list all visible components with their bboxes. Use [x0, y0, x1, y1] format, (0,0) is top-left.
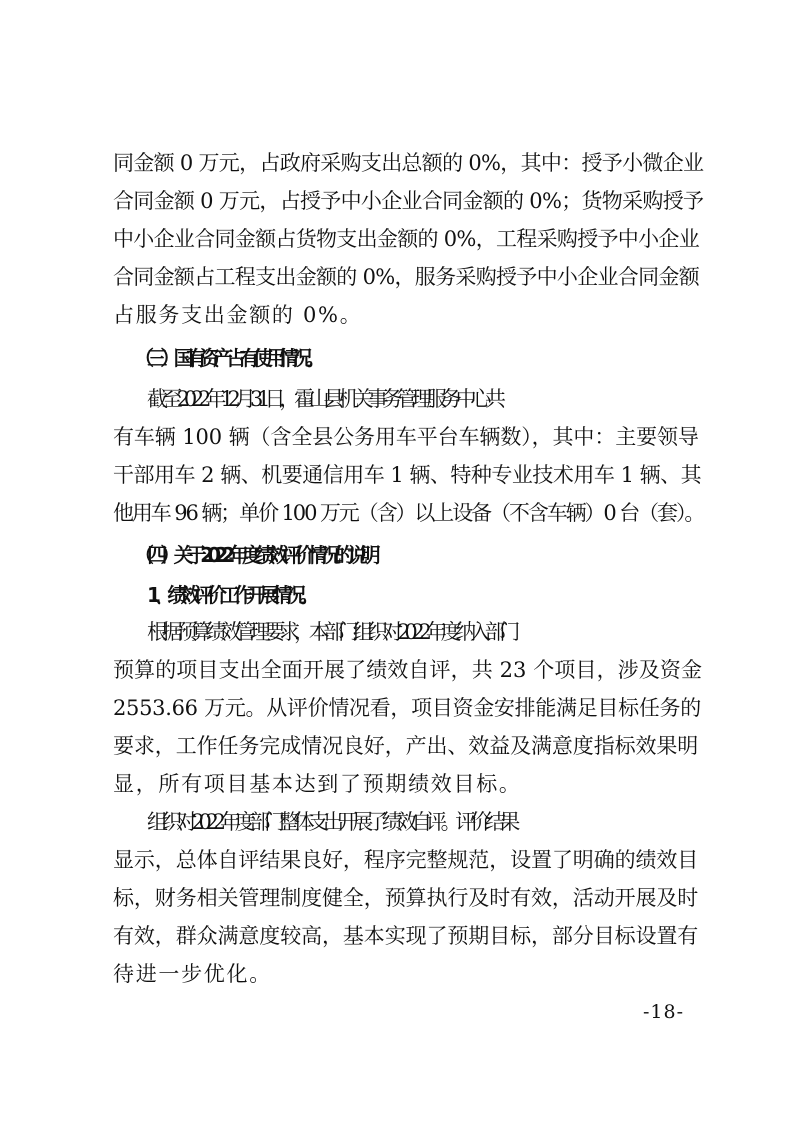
paragraph-line: 根据预算绩效管理要求，本部门组织对 2022 年度纳入部门 [147, 620, 515, 644]
section-heading-performance: （四）关于 2022 年度绩效评价情况的说明 [134, 543, 374, 567]
paragraph-line: 中小企业合同金额占货物支出金额的 0%，工程采购授予中小企业 [113, 227, 699, 251]
section-heading-assets: （三）国有资产占有使用情况。 [134, 346, 319, 370]
paragraph-line: 占服务支出金额的 0%。 [113, 303, 363, 327]
paragraph-line: 有车辆 100 辆（含全县公务用车平台车辆数），其中：主要领导 [113, 425, 699, 449]
paragraph-line: 合同金额 0 万元，占授予中小企业合同金额的 0%；货物采购授予 [113, 189, 704, 213]
paragraph-line: 干部用车 2 辆、机要通信用车 1 辆、特种专业技术用车 1 辆、其 [113, 463, 702, 487]
subheading-evaluation-work: 1、绩效评价工作开展情况。 [147, 583, 313, 607]
paragraph-line: 显示，总体自评结果良好，程序完整规范，设置了明确的绩效目 [113, 848, 699, 872]
paragraph-line: 2553.66 万元。从评价情况看，项目资金安排能满足目标任务的 [113, 696, 701, 720]
paragraph-line: 同金额 0 万元，占政府采购支出总额的 0%，其中：授予小微企业 [113, 151, 704, 175]
paragraph-line: 截至 2022 年 12 月 31 日，霍山县机关事务管理服务中心共 [147, 387, 500, 411]
paragraph-line: 要求，工作任务完成情况良好，产出、效益及满意度指标效果明 [113, 734, 699, 758]
page-number: -18- [643, 1001, 685, 1023]
paragraph-line: 组织对 2022 年度部门整体支出开展了绩效自评。评价结果 [147, 810, 515, 834]
paragraph-line: 待进一步优化。 [113, 962, 272, 986]
paragraph-line: 他用车 96 辆；单价 100 万元（含）以上设备（不含车辆）0 台（套）。 [113, 501, 704, 525]
paragraph-line: 预算的项目支出全面开展了绩效自评，共 23 个项目，涉及资金 [113, 658, 703, 682]
paragraph-line: 合同金额占工程支出金额的 0%，服务采购授予中小企业合同金额 [113, 265, 699, 289]
paragraph-line: 显，所有项目基本达到了预期绩效目标。 [113, 772, 522, 796]
paragraph-line: 有效，群众满意度较高，基本实现了预期目标，部分目标设置有 [113, 924, 699, 948]
paragraph-line: 标，财务相关管理制度健全，预算执行及时有效，活动开展及时 [113, 886, 699, 910]
